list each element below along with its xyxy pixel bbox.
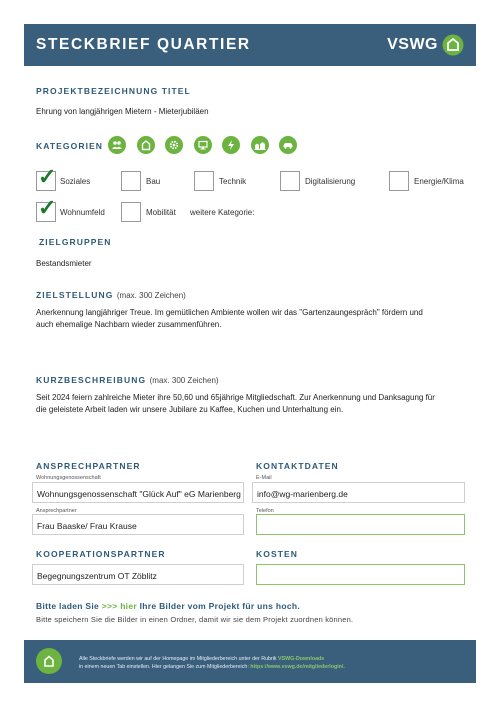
- people-icon: [108, 136, 126, 154]
- upload-hint: Bitte speichern Sie die Bilder in einen Ordner, damit wir sie dem Projekt zuordnen können.: [36, 615, 354, 624]
- upload-cta: [36, 601, 300, 611]
- house-icon: [137, 136, 155, 154]
- checkbox-mobilitaet[interactable]: [121, 202, 141, 222]
- zielstellung-line2: auch ehemalige Nachbarn wieder zusammenführen.: [36, 320, 222, 329]
- footer-line1: Alle Steckbriefe werden wir auf der Homepage im Mitgliederbereich unter der Rubrik: [79, 656, 279, 662]
- zielstellung-heading: ZIELSTELLUNG: [36, 290, 114, 300]
- section-title-kooperationspartner: KOOPERATIONSPARTNER: [36, 549, 166, 559]
- checkbox-bau[interactable]: [121, 171, 141, 191]
- cta-text-2: Ihre Bilder vom Projekt für uns hoch.: [136, 601, 300, 611]
- gear-icon: [165, 136, 183, 154]
- label-energie-klima: Energie/Klima: [414, 177, 464, 186]
- neighborhood-icon: [251, 136, 269, 154]
- kurzbeschreibung-line2: die geleistete Arbeit laden wir unsere Jubilare zu Kaffee, Kuchen und Unterhaltung ein.: [36, 405, 344, 414]
- category-icons: [108, 136, 297, 154]
- telefon-field[interactable]: [256, 514, 465, 535]
- cta-text-1: Bitte laden Sie: [36, 601, 102, 611]
- footer-bar: [24, 640, 476, 683]
- wohnungsgenossenschaft-field[interactable]: Wohnungsgenossenschaft "Glück Auf" eG Marienberg: [32, 482, 244, 503]
- checkbox-technik[interactable]: [194, 171, 214, 191]
- label-email: E-Mail: [256, 475, 272, 481]
- logo-text: VSWG: [387, 36, 438, 53]
- section-title-kategorien: KATEGORIEN: [36, 141, 104, 151]
- label-ansprechpartner: Ansprechpartner: [36, 508, 77, 514]
- label-soziales: Soziales: [60, 177, 91, 186]
- section-title-ansprechpartner: ANSPRECHPARTNER: [36, 461, 141, 471]
- vswg-logo: [387, 34, 464, 56]
- upload-link[interactable]: >>> hier: [101, 601, 137, 611]
- house-logo-icon: [442, 34, 464, 56]
- monitor-icon: [194, 136, 212, 154]
- car-icon: [279, 136, 297, 154]
- projekt-value: Ehrung von langjährigen Mietern - Mieterjubiläen: [36, 107, 209, 116]
- label-weitere-kategorie: weitere Kategorie:: [190, 208, 255, 217]
- checkmark-icon: ✓: [38, 195, 57, 220]
- section-title-zielgruppen: ZIELGRUPPEN: [39, 237, 112, 247]
- zielgruppen-value: Bestandsmieter: [36, 259, 92, 268]
- label-telefon: Telefon: [256, 508, 274, 514]
- zielstellung-limit: (max. 300 Zeichen): [116, 291, 186, 300]
- checkbox-soziales[interactable]: [36, 164, 57, 191]
- checkbox-wohnumfeld[interactable]: [36, 195, 57, 222]
- label-wohnumfeld: Wohnumfeld: [60, 208, 105, 217]
- kurzbeschreibung-heading: KURZBESCHREIBUNG: [36, 375, 147, 385]
- label-wohnungsgenossenschaft: Wohnungsgenossenschaft: [36, 475, 101, 481]
- section-title-kurzbeschreibung: [36, 375, 219, 385]
- footer-text: [79, 655, 345, 671]
- label-mobilitaet: Mobilität: [146, 208, 176, 217]
- footer-downloads-link[interactable]: VSWG-Downloads: [278, 656, 325, 662]
- kurzbeschreibung-limit: (max. 300 Zeichen): [149, 376, 219, 385]
- zielstellung-line1: Anerkennung langjähriger Treue. Im gemütlichen Ambiente wollen wir das "Gartenzaungespräch" fördern und: [36, 308, 423, 317]
- header-bar: [24, 24, 476, 66]
- email-field[interactable]: info@wg-marienberg.de: [252, 482, 465, 503]
- checkbox-digitalisierung[interactable]: [280, 171, 300, 191]
- footer-line2: in einem neuen Tab einstellen. Hier gelangen Sie zum Mitgliederbereich:: [79, 664, 251, 670]
- checkmark-icon: ✓: [38, 164, 57, 189]
- ansprechpartner-field[interactable]: Frau Baaske/ Frau Krause: [32, 514, 244, 535]
- house-logo-icon: [36, 648, 62, 674]
- lightning-icon: [222, 136, 240, 154]
- section-title-kontaktdaten: KONTAKTDATEN: [256, 461, 339, 471]
- page-title: STECKBRIEF QUARTIER: [36, 36, 251, 53]
- section-title-kosten: KOSTEN: [256, 549, 299, 559]
- kooperationspartner-field[interactable]: Begegnungszentrum OT Zöblitz: [32, 564, 244, 585]
- kosten-field[interactable]: [256, 564, 465, 585]
- label-bau: Bau: [146, 177, 161, 186]
- section-title-projekt: PROJEKTBEZEICHNUNG TITEL: [36, 86, 191, 96]
- footer-login-link[interactable]: https://www.vswg.de/mitgliederlogin/.: [250, 664, 345, 670]
- section-title-zielstellung: [36, 290, 186, 300]
- checkbox-energie-klima[interactable]: [389, 171, 409, 191]
- label-technik: Technik: [219, 177, 247, 186]
- label-digitalisierung: Digitalisierung: [305, 177, 356, 186]
- kurzbeschreibung-line1: Seit 2024 feiern zahlreiche Mieter ihre 50,60 und 65jährige Mitgliedschaft. Zur Anerkennung und Danksagung für: [36, 393, 435, 402]
